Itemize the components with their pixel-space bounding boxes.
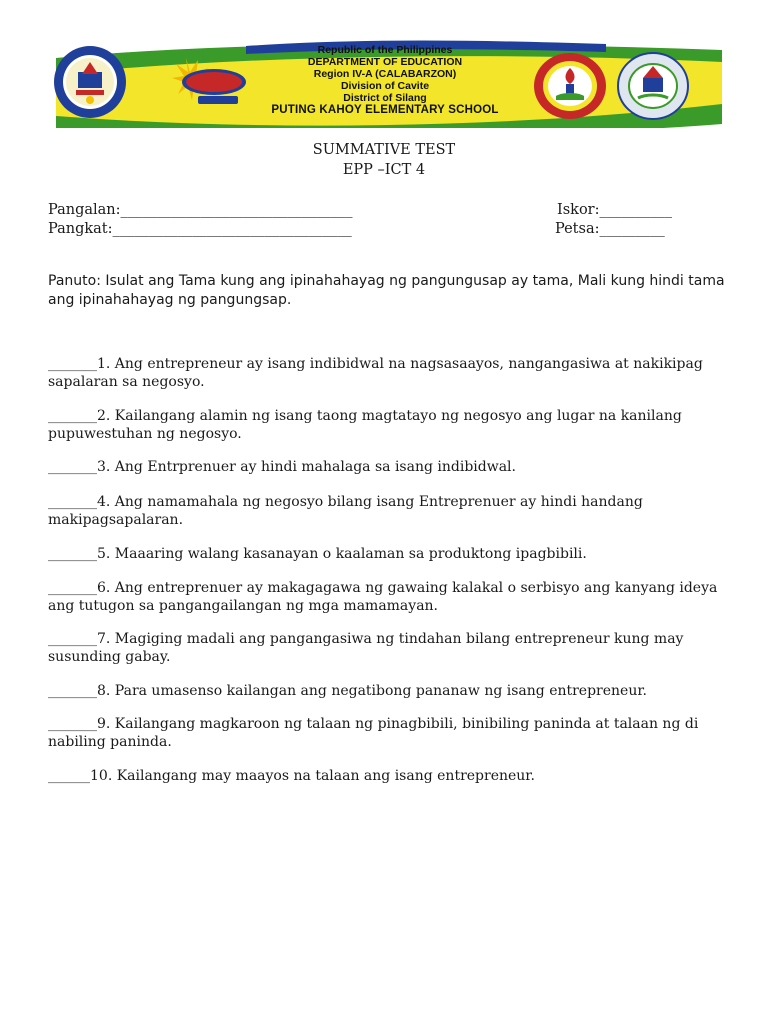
school-name: PUTING KAHOY ELEMENTARY SCHOOL — [271, 104, 499, 116]
score-field[interactable]: Iskor:__________ — [557, 202, 673, 218]
date-field[interactable]: Petsa:_________ — [555, 221, 665, 237]
question-item: _______6. Ang entreprenuer ay makagagawa ng gawaing kalakal o serbisyo ang kanyang ideya ang tutugon sa pangangailangan ng mga mamamayan. — [48, 580, 718, 614]
question-item: _______7. Magiging madali ang pangangasiwa ng tindahan bilang entrepreneur kung may susunding gabay. — [48, 631, 684, 665]
section-field[interactable]: Pangkat:_________________________________ — [48, 221, 352, 237]
question-item: ______10. Kailangang may maayos na talaan ang isang entrepreneur. — [48, 768, 535, 784]
test-title: SUMMATIVE TEST — [312, 142, 456, 158]
department-text: DEPARTMENT OF EDUCATION — [307, 56, 463, 68]
name-field[interactable]: Pangalan:________________________________ — [48, 202, 353, 218]
question-item: _______1. Ang entrepreneur ay isang indibidwal na nagsasaayos, nangangasiwa at nakikipag sapalaran sa negosyo. — [48, 356, 703, 390]
region-text: Region IV-A (CALABARZON) — [313, 68, 457, 80]
question-item: _______9. Kailangang magkaroon ng talaan ng pinagbibili, binibiling paninda at talaan ng di nabiling paninda. — [48, 716, 699, 750]
instructions: Panuto: Isulat ang Tama kung ang ipinahahayag ng pangungusap ay tama, Mali kung hindi tama ang ipinahahayag ng pangungsap. — [48, 273, 725, 308]
question-item: _______3. Ang Entrprenuer ay hindi mahalaga sa isang indibidwal. — [48, 459, 516, 475]
district-text: District of Silang — [343, 92, 427, 104]
question-item: _______5. Maaaring walang kasanayan o kaalaman sa produktong ipagbibili. — [48, 546, 587, 562]
question-item: _______4. Ang namamahala ng negosyo bilang isang Entreprenuer ay hindi handang makipagsapalaran. — [48, 494, 643, 528]
test-subject: EPP –ICT 4 — [342, 162, 426, 178]
deped-cavite-logo-icon — [168, 50, 250, 112]
division-text: Division of Cavite — [340, 80, 430, 92]
letterhead — [250, 44, 520, 116]
question-item: _______2. Kailangang alamin ng isang taong magtatayo ng negosyo ang lugar na kanilang pupuwestuhan ng negosyo. — [48, 408, 682, 442]
deped-seal-icon — [52, 44, 128, 120]
division-of-cavite-seal-icon — [532, 52, 608, 120]
school-seal-icon — [616, 52, 690, 120]
question-item: _______8. Para umasenso kailangan ang negatibong pananaw ng isang entrepreneur. — [48, 683, 647, 699]
republic-text: Republic of the Philippines — [317, 44, 453, 56]
